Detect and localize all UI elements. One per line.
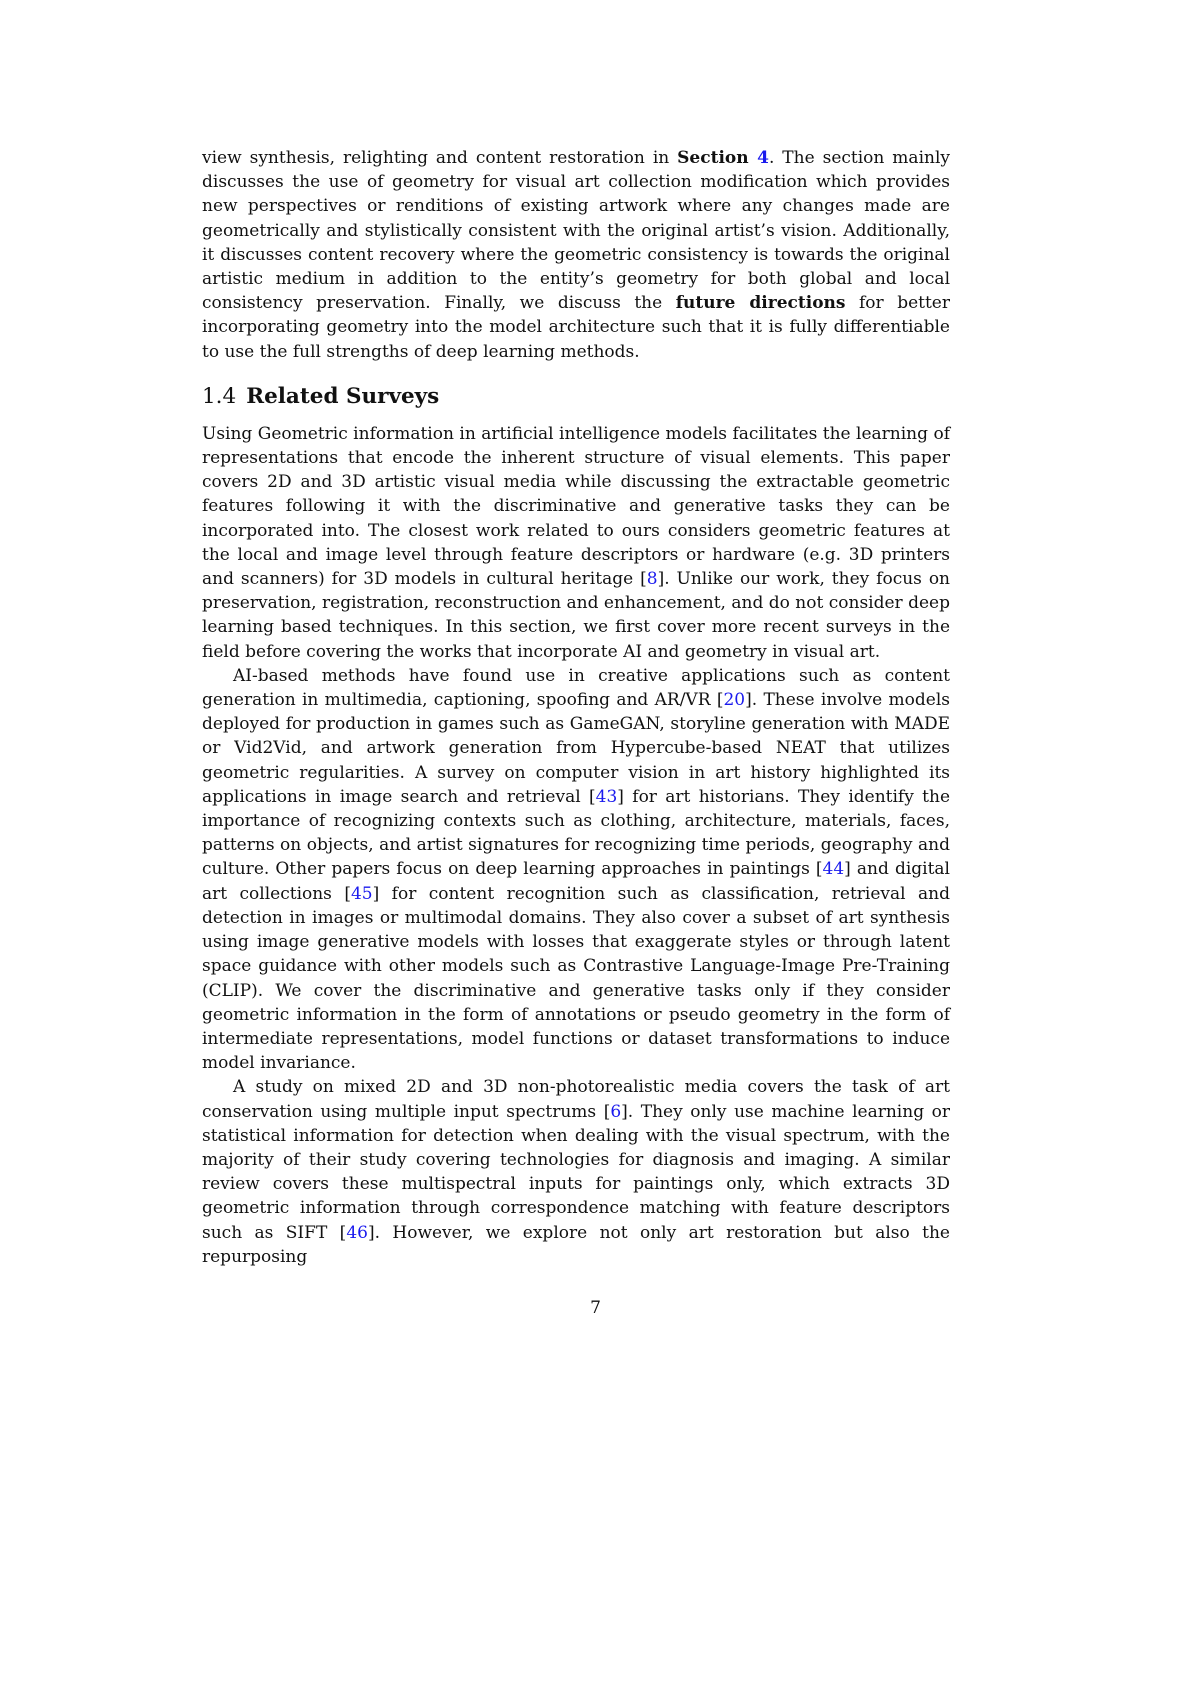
text-span: ]. These involve models deployed for production in games such as GameGAN, storyline generation with MADE or Vid2Vid, and artwork generation from Hypercube-based NEAT that utilizes geometric regularities. A survey on computer vision in art history highlighted its applications in image search and retrieval [ <box>202 690 950 807</box>
paragraph-related-intro <box>202 422 950 664</box>
citation-link[interactable]: 46 <box>346 1222 368 1243</box>
text-span: Using Geometric information in artificial intelligence models facilitates the learning of representations that encode the inherent structure of visual elements. This paper covers 2D and 3D artistic visual media while discussing the extractable geometric features following it with the discriminative and generative tasks they can be incorporated into. The closest work related to ours considers geometric features at the local and image level through feature descriptors or hardware (e.g. 3D printers and scanners) for 3D models in cultural heritage [ <box>202 423 950 590</box>
text-span: Section <box>677 148 758 168</box>
paragraph-mixed-media-study <box>202 1075 950 1269</box>
text-span: ] for art historians. They identify the importance of recognizing contexts such as clothing, architecture, materials, faces, patterns on objects, and artist signatures for recognizing time periods, geography and culture. Other papers focus on deep learning approaches in paintings [ <box>202 786 951 880</box>
section-title: Related Surveys <box>246 383 440 409</box>
citation-link[interactable]: 45 <box>350 883 373 904</box>
page-number: 7 <box>590 1298 601 1318</box>
page-body <box>202 146 950 1269</box>
paragraph-ai-methods <box>202 664 950 1075</box>
text-span: ]. They only use machine learning or statistical information for detection when dealing with the visual spectrum, with the majority of their study covering technologies for diagnosis and imaging. A similar review covers these multispectral inputs for paintings only, which extracts 3D geometric information through correspondence matching with feature descriptors such as SIFT [ <box>202 1101 950 1243</box>
text-span: . The section mainly discusses the use of geometry for visual art collection modification which provides new perspectives or renditions of existing artwork where any changes made are geometrically and stylistically consistent with the original artist’s vision. Additionally, it discusses content recovery where the geometric consistency is towards the original artistic medium in addition to the entity’s geometry for both global and local consistency preservation. Finally, we discuss the <box>202 148 950 314</box>
citation-link[interactable]: 43 <box>595 786 618 807</box>
citation-link[interactable]: 6 <box>610 1101 622 1122</box>
text-span: ]. However, we explore not only art restoration but also the repurposing <box>202 1222 950 1267</box>
section-number: 1.4 <box>202 383 237 409</box>
text-span: ] for content recognition such as classification, retrieval and detection in images or multimodal domains. They also cover a subset of art synthesis using image generative models with losses that exaggerate styles or through latent space guidance with other models such as Contrastive Language-Image Pre-Training (CLIP). We cover the discriminative and generative tasks only if they consider geometric information in the form of annotations or pseudo geometry in the form of intermediate representations, model functions or dataset transformations to induce model invariance. <box>202 883 950 1074</box>
section-link[interactable]: 4 <box>757 148 769 168</box>
citation-link[interactable]: 20 <box>723 690 746 711</box>
citation-link[interactable]: 8 <box>646 569 658 590</box>
section-heading <box>202 383 950 411</box>
text-span: A study on mixed 2D and 3D non-photorealistic media covers the task of art conservation using multiple input spectrums [ <box>202 1077 950 1122</box>
citation-link[interactable]: 44 <box>822 859 845 880</box>
bold-future-directions: future directions <box>675 293 846 314</box>
text-span: AI-based methods have found use in creative applications such as content generation in multimedia, captioning, spoofing and AR/VR [ <box>202 665 950 711</box>
text-span: view synthesis, relighting and content restoration in <box>202 148 678 168</box>
text-span: for better incorporating geometry into the model architecture such that it is fully differentiable to use the full strengths of deep learning methods. <box>202 293 950 362</box>
paragraph-intro-continued <box>202 146 950 364</box>
bold-section-label <box>677 148 769 168</box>
text-span: ] and digital art collections [ <box>202 859 950 904</box>
text-span: ]. Unlike our work, they focus on preservation, registration, reconstruction and enhancement, and do not consider deep learning based techniques. In this section, we first cover more recent surveys in the field before covering the works that incorporate AI and geometry in visual art. <box>202 569 951 662</box>
